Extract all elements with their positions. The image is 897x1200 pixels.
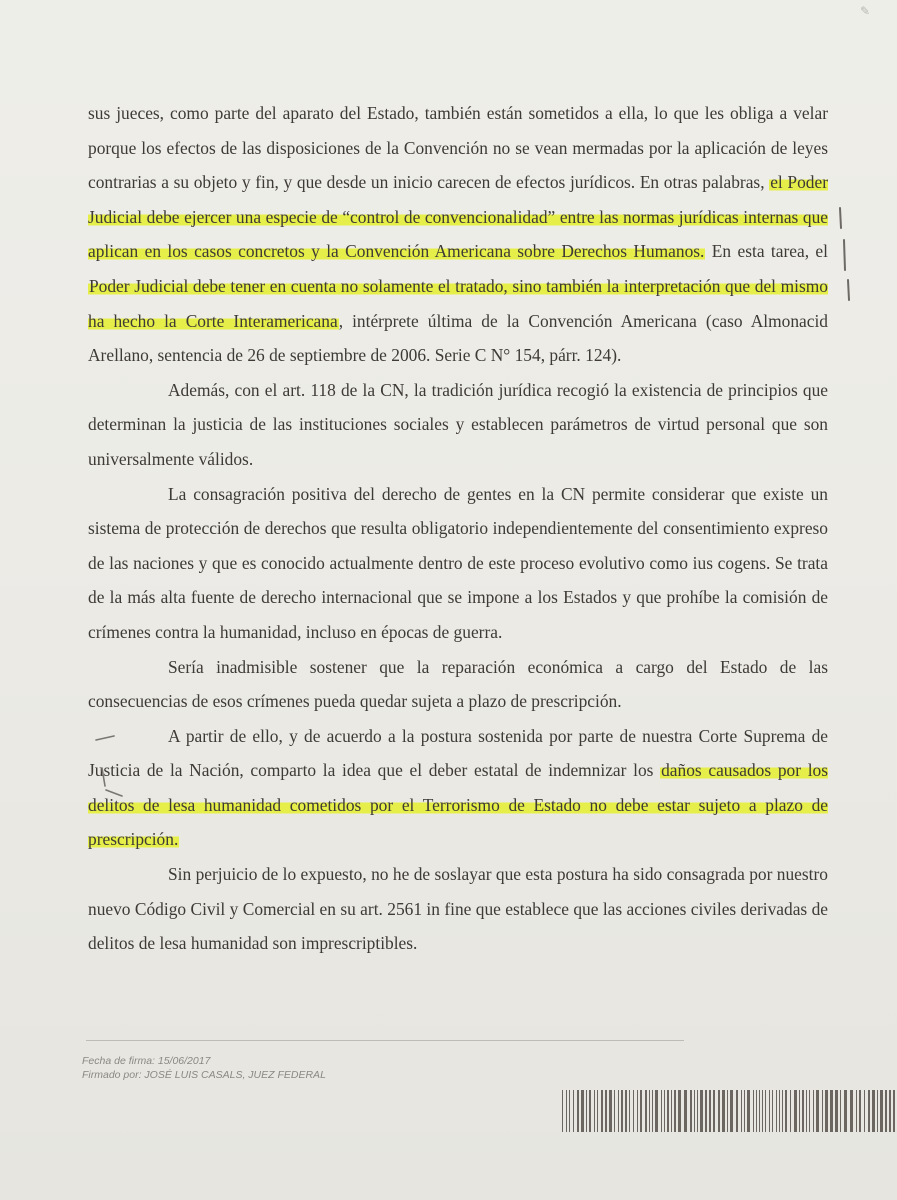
barcode-bar — [614, 1090, 615, 1132]
barcode-bar — [573, 1090, 574, 1132]
barcode-bar — [809, 1090, 810, 1132]
barcode-bar — [765, 1090, 766, 1132]
paragraph-text: Sin perjuicio de lo expuesto, no he de soslayar que esta postura ha sido consagrada por nuestro nuevo Código Civil y Comercial en su art. 2561 in fine que establece que las acciones civiles derivadas de delitos de lesa humanidad son imprescriptibles. — [88, 864, 828, 954]
barcode-bar — [718, 1090, 720, 1132]
barcode-bar — [625, 1090, 627, 1132]
barcode-bar — [649, 1090, 650, 1132]
barcode-bar — [872, 1090, 875, 1132]
barcode-bar — [664, 1090, 665, 1132]
barcode-bar — [629, 1090, 630, 1132]
barcode-bar — [772, 1090, 773, 1132]
paragraph-text: La consagración positiva del derecho de gentes en la CN permite considerar que existe un sistema de protección de derechos que resulta obligatorio independientemente del consentimiento expreso de las naciones y que es conocido actualmente dentro de este proceso evolutivo como ius cogens. Se trata de la más alta fuente de derecho internacional que se impone a los Estados y que prohíbe la comisión de crímenes contra la humanidad, incluso en épocas de guerra. — [88, 483, 828, 642]
barcode-bar — [601, 1090, 603, 1132]
barcode-bar — [813, 1090, 814, 1132]
barcode-bar — [562, 1090, 563, 1132]
highlighted-text: daños causados por los delitos de lesa humanidad cometidos por el Terrorismo de Estado no debe estar sujeto a plazo de prescripción. — [88, 760, 828, 850]
barcode-bar — [655, 1090, 658, 1132]
barcode-bar — [816, 1090, 819, 1132]
barcode-bar — [621, 1090, 623, 1132]
barcode-bar — [594, 1090, 595, 1132]
barcode-bar — [640, 1090, 642, 1132]
paragraph-text: , intérprete última de la Convención Americana (caso Almonacid Arellano, sentencia de 26 de septiembre de 2006. Serie C N° 154, párr. 124). — [88, 310, 828, 366]
paragraph — [88, 650, 828, 719]
paragraph — [88, 477, 828, 650]
barcode-bar — [802, 1090, 804, 1132]
barcode-bar — [674, 1090, 676, 1132]
barcode-bar — [713, 1090, 715, 1132]
barcode-bar — [577, 1090, 579, 1132]
barcode-bar — [822, 1090, 823, 1132]
barcode — [560, 1090, 896, 1132]
barcode-bar — [609, 1090, 612, 1132]
barcode-bar — [618, 1090, 619, 1132]
paragraph — [88, 373, 828, 477]
barcode-bar — [586, 1090, 587, 1132]
barcode-bar — [678, 1090, 681, 1132]
barcode-bar — [776, 1090, 777, 1132]
paragraph — [88, 719, 828, 857]
barcode-bar — [885, 1090, 887, 1132]
barcode-bar — [605, 1090, 607, 1132]
barcode-bar — [877, 1090, 878, 1132]
barcode-bar — [844, 1090, 847, 1132]
paragraph — [88, 96, 828, 373]
barcode-bar — [880, 1090, 883, 1132]
footer-divider — [86, 1040, 684, 1041]
barcode-bar — [581, 1090, 584, 1132]
barcode-bar — [694, 1090, 695, 1132]
barcode-bar — [661, 1090, 662, 1132]
signature-date: Fecha de firma: 15/06/2017 — [82, 1055, 211, 1067]
barcode-bar — [893, 1090, 895, 1132]
highlighted-text: el Poder Judicial debe ejercer una especie de “control de convencionalidad” entre las normas jurídicas internas que aplican en los casos concretos y la Convención Americana sobre Derechos Humanos. — [88, 172, 828, 262]
barcode-bar — [597, 1090, 598, 1132]
barcode-bar — [864, 1090, 865, 1132]
barcode-bar — [700, 1090, 703, 1132]
paragraph-text: A partir de ello, y de acuerdo a la postura sostenida por parte de nuestra Corte Suprema de Justicia de la Nación, comparto la idea que el deber estatal de indemnizar los — [88, 725, 828, 781]
margin-tick-mark — [92, 730, 132, 800]
paragraph-text: Además, con el art. 118 de la CN, la tradición jurídica recogió la existencia de principios que determinan la justicia de las instituciones sociales y establecen parámetros de virtud personal que son universalmente válidos. — [88, 379, 828, 469]
barcode-bar — [633, 1090, 634, 1132]
barcode-bar — [806, 1090, 807, 1132]
barcode-bar — [730, 1090, 733, 1132]
signature-signer: Firmado por: JOSÉ LUIS CASALS, JUEZ FEDERAL — [82, 1069, 326, 1081]
barcode-bar — [830, 1090, 833, 1132]
paragraph — [88, 857, 828, 961]
barcode-bar — [569, 1090, 570, 1132]
barcode-bar — [690, 1090, 692, 1132]
paragraph-text: En esta tarea, el — [705, 241, 828, 262]
barcode-bar — [753, 1090, 754, 1132]
barcode-bar — [727, 1090, 728, 1132]
barcode-bar — [756, 1090, 757, 1132]
paragraph-text: sus jueces, como parte del aparato del Estado, también están sometidos a ella, lo que les obliga a velar porque los efectos de las disposiciones de la Convención no se vean mermadas por la aplicación de leyes contrarias a su objeto y fin, y que desde un inicio carecen de efectos jurídicos. En otras palabras, — [88, 103, 828, 193]
barcode-bar — [782, 1090, 783, 1132]
barcode-bar — [589, 1090, 591, 1132]
barcode-bar — [850, 1090, 853, 1132]
barcode-bar — [705, 1090, 707, 1132]
document-body — [88, 96, 828, 961]
barcode-bar — [762, 1090, 763, 1132]
barcode-bar — [684, 1090, 687, 1132]
barcode-bar — [889, 1090, 891, 1132]
barcode-bar — [785, 1090, 787, 1132]
highlighted-text: Poder Judicial debe tener en cuenta no solamente el tratado, sino también la interpretación que del mismo ha hecho la Corte Interamericana — [88, 275, 828, 331]
margin-bracket-mark — [828, 200, 858, 310]
barcode-bar — [566, 1090, 567, 1132]
barcode-bar — [856, 1090, 857, 1132]
barcode-bar — [759, 1090, 760, 1132]
barcode-bar — [741, 1090, 742, 1132]
barcode-bar — [799, 1090, 800, 1132]
barcode-bar — [667, 1090, 669, 1132]
barcode-bar — [671, 1090, 672, 1132]
barcode-bar — [840, 1090, 841, 1132]
barcode-bar — [744, 1090, 745, 1132]
barcode-bar — [736, 1090, 738, 1132]
barcode-bar — [769, 1090, 770, 1132]
barcode-bar — [790, 1090, 791, 1132]
barcode-bar — [835, 1090, 838, 1132]
pushpin-icon: ✎ — [860, 4, 871, 18]
barcode-bar — [825, 1090, 828, 1132]
barcode-bar — [637, 1090, 638, 1132]
signature-footer — [82, 1054, 326, 1082]
barcode-bar — [747, 1090, 750, 1132]
paragraph-text: Sería inadmisible sostener que la reparación económica a cargo del Estado de las consecuencias de esos crímenes pueda quedar sujeta a plazo de prescripción. — [88, 656, 828, 712]
barcode-bar — [779, 1090, 780, 1132]
barcode-bar — [794, 1090, 797, 1132]
barcode-bar — [868, 1090, 870, 1132]
barcode-bar — [645, 1090, 647, 1132]
barcode-bar — [722, 1090, 725, 1132]
barcode-bar — [697, 1090, 698, 1132]
barcode-bar — [859, 1090, 861, 1132]
barcode-bar — [709, 1090, 711, 1132]
barcode-bar — [652, 1090, 653, 1132]
